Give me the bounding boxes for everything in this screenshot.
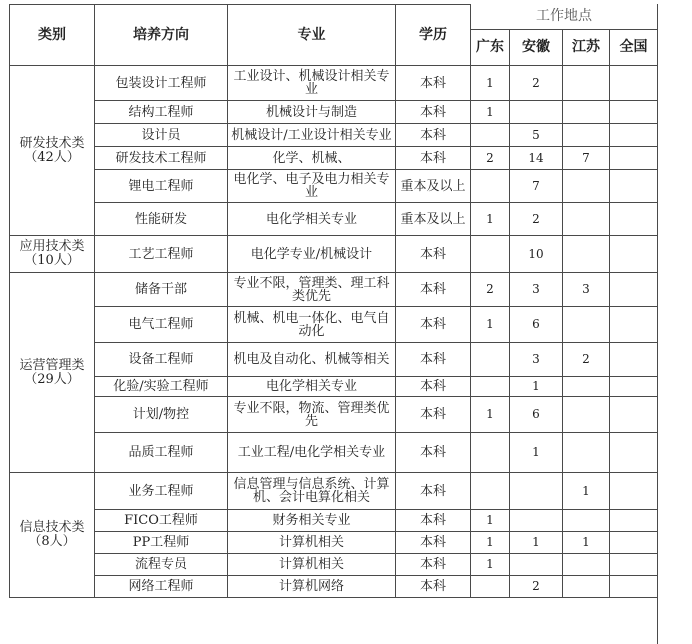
education-cell: 本科 [396,510,471,532]
count-cell-anhui: 5 [510,124,563,147]
direction-cell: 电气工程师 [95,307,228,343]
major-cell: 工业设计、机械设计相关专业 [228,66,396,101]
major-cell: 电化学、电子及电力相关专业 [228,170,396,203]
direction-cell: 包装设计工程师 [95,66,228,101]
count-cell-guangdong [471,473,510,510]
count-cell-guangdong: 1 [471,532,510,554]
education-cell: 本科 [396,554,471,576]
category-cell [10,66,95,236]
count-cell-anhui: 1 [510,377,563,397]
table-row [10,307,658,343]
category-cell [10,473,95,598]
count-cell-jiangsu [563,510,610,532]
education-cell: 本科 [396,473,471,510]
count-cell-jiangsu [563,101,610,124]
direction-cell: 结构工程师 [95,101,228,124]
direction-cell: 网络工程师 [95,576,228,598]
count-cell-guangdong: 2 [471,273,510,307]
major-cell: 电化学专业/机械设计 [228,236,396,273]
table-row [10,377,658,397]
recruitment-table-sheet [9,4,657,644]
count-cell-nationwide [610,101,658,124]
count-cell-anhui: 10 [510,236,563,273]
count-cell-anhui [510,473,563,510]
count-cell-nationwide [610,473,658,510]
education-cell: 本科 [396,236,471,273]
count-cell-guangdong: 1 [471,397,510,433]
count-cell-nationwide [610,273,658,307]
direction-cell: 研发技术工程师 [95,147,228,170]
count-cell-guangdong [471,343,510,377]
count-cell-anhui: 1 [510,433,563,473]
education-cell: 本科 [396,66,471,101]
table-row [10,554,658,576]
count-cell-jiangsu: 7 [563,147,610,170]
count-cell-jiangsu [563,236,610,273]
major-cell: 机械设计与制造 [228,101,396,124]
category-count: （8人） [28,534,76,549]
major-cell: 化学、机械、 [228,147,396,170]
count-cell-guangdong: 1 [471,203,510,236]
major-cell: 电化学相关专业 [228,377,396,397]
header-location-guangdong: 广东 [471,30,510,66]
count-cell-jiangsu [563,170,610,203]
major-cell: 机电及自动化、机械等相关 [228,343,396,377]
direction-cell: 设备工程师 [95,343,228,377]
count-cell-anhui: 7 [510,170,563,203]
direction-cell: 流程专员 [95,554,228,576]
major-cell: 专业不限，管理类、理工科类优先 [228,273,396,307]
header-location-anhui: 安徽 [510,30,563,66]
education-cell: 本科 [396,147,471,170]
count-cell-anhui: 6 [510,307,563,343]
count-cell-jiangsu [563,307,610,343]
category-name: 应用技术类 [19,239,85,254]
direction-cell: 化验/实验工程师 [95,377,228,397]
table-row [10,397,658,433]
count-cell-anhui [510,554,563,576]
table-row [10,101,658,124]
count-cell-nationwide [610,170,658,203]
category-count: （29人） [24,371,80,387]
count-cell-nationwide [610,532,658,554]
count-cell-jiangsu [563,203,610,236]
direction-cell: PP工程师 [95,532,228,554]
table-row [10,473,658,510]
count-cell-nationwide [610,554,658,576]
count-cell-nationwide [610,203,658,236]
direction-cell: 品质工程师 [95,433,228,473]
table-row [10,532,658,554]
table-row [10,433,658,473]
count-cell-guangdong [471,377,510,397]
education-cell: 本科 [396,273,471,307]
header-education: 学历 [396,5,471,66]
table-row [10,124,658,147]
header-location-jiangsu: 江苏 [563,30,610,66]
header-category: 类别 [10,5,95,66]
count-cell-anhui: 1 [510,532,563,554]
category-cell [10,273,95,473]
count-cell-jiangsu [563,124,610,147]
table-row [10,343,658,377]
direction-cell: FICO工程师 [95,510,228,532]
count-cell-anhui: 2 [510,66,563,101]
table-row [10,147,658,170]
count-cell-nationwide [610,66,658,101]
count-cell-jiangsu: 2 [563,343,610,377]
education-cell: 本科 [396,433,471,473]
header-row-top [10,5,658,30]
table-row [10,66,658,101]
count-cell-anhui: 3 [510,343,563,377]
education-cell: 本科 [396,343,471,377]
category-cell [10,236,95,273]
table-row [10,576,658,598]
count-cell-jiangsu [563,397,610,433]
category-count: （10人） [24,253,80,268]
education-cell: 重本及以上 [396,203,471,236]
education-cell: 本科 [396,124,471,147]
count-cell-guangdong [471,124,510,147]
count-cell-anhui: 14 [510,147,563,170]
education-cell: 本科 [396,377,471,397]
count-cell-jiangsu [563,66,610,101]
education-cell: 重本及以上 [396,170,471,203]
count-cell-nationwide [610,343,658,377]
count-cell-anhui [510,101,563,124]
table-body [10,5,658,598]
count-cell-guangdong: 1 [471,554,510,576]
education-cell: 本科 [396,397,471,433]
direction-cell: 性能研发 [95,203,228,236]
header-direction: 培养方向 [95,5,228,66]
count-cell-nationwide [610,307,658,343]
major-cell: 电化学相关专业 [228,203,396,236]
education-cell: 本科 [396,101,471,124]
header-major: 专业 [228,5,396,66]
count-cell-guangdong: 1 [471,101,510,124]
table-row [10,203,658,236]
count-cell-anhui: 2 [510,203,563,236]
count-cell-jiangsu: 1 [563,473,610,510]
category-name: 信息技术类 [19,520,85,535]
count-cell-nationwide [610,576,658,598]
major-cell: 工业工程/电化学相关专业 [228,433,396,473]
direction-cell: 锂电工程师 [95,170,228,203]
count-cell-guangdong: 1 [471,66,510,101]
count-cell-guangdong: 1 [471,307,510,343]
direction-cell: 业务工程师 [95,473,228,510]
education-cell: 本科 [396,576,471,598]
count-cell-guangdong: 2 [471,147,510,170]
count-cell-nationwide [610,236,658,273]
recruitment-table [9,4,657,598]
count-cell-nationwide [610,377,658,397]
count-cell-jiangsu [563,554,610,576]
count-cell-nationwide [610,124,658,147]
major-cell: 财务相关专业 [228,510,396,532]
count-cell-anhui: 6 [510,397,563,433]
count-cell-guangdong [471,236,510,273]
direction-cell: 设计员 [95,124,228,147]
table-row [10,170,658,203]
count-cell-guangdong [471,433,510,473]
count-cell-anhui: 3 [510,273,563,307]
count-cell-jiangsu [563,377,610,397]
major-cell: 计算机网络 [228,576,396,598]
header-work-location: 工作地点 [471,5,658,30]
table-row [10,510,658,532]
table-row [10,273,658,307]
major-cell: 机械、机电一体化、电气自动化 [228,307,396,343]
direction-cell: 计划/物控 [95,397,228,433]
count-cell-jiangsu: 1 [563,532,610,554]
major-cell: 专业不限，物流、管理类优先 [228,397,396,433]
category-name: 研发技术类 [19,135,85,151]
count-cell-guangdong [471,170,510,203]
count-cell-jiangsu [563,576,610,598]
direction-cell: 储备干部 [95,273,228,307]
major-cell: 计算机相关 [228,532,396,554]
count-cell-guangdong [471,576,510,598]
direction-cell: 工艺工程师 [95,236,228,273]
count-cell-nationwide [610,147,658,170]
category-count: （42人） [24,149,80,165]
count-cell-anhui: 2 [510,576,563,598]
major-cell: 机械设计/工业设计相关专业 [228,124,396,147]
education-cell: 本科 [396,307,471,343]
count-cell-jiangsu: 3 [563,273,610,307]
category-name: 运营管理类 [19,357,85,373]
count-cell-nationwide [610,433,658,473]
count-cell-guangdong: 1 [471,510,510,532]
major-cell: 计算机相关 [228,554,396,576]
count-cell-jiangsu [563,433,610,473]
table-row [10,236,658,273]
table-right-border [657,4,658,644]
header-location-nationwide: 全国 [610,30,658,66]
major-cell: 信息管理与信息系统、计算机、会计电算化相关 [228,473,396,510]
count-cell-nationwide [610,397,658,433]
education-cell: 本科 [396,532,471,554]
count-cell-anhui [510,510,563,532]
count-cell-nationwide [610,510,658,532]
